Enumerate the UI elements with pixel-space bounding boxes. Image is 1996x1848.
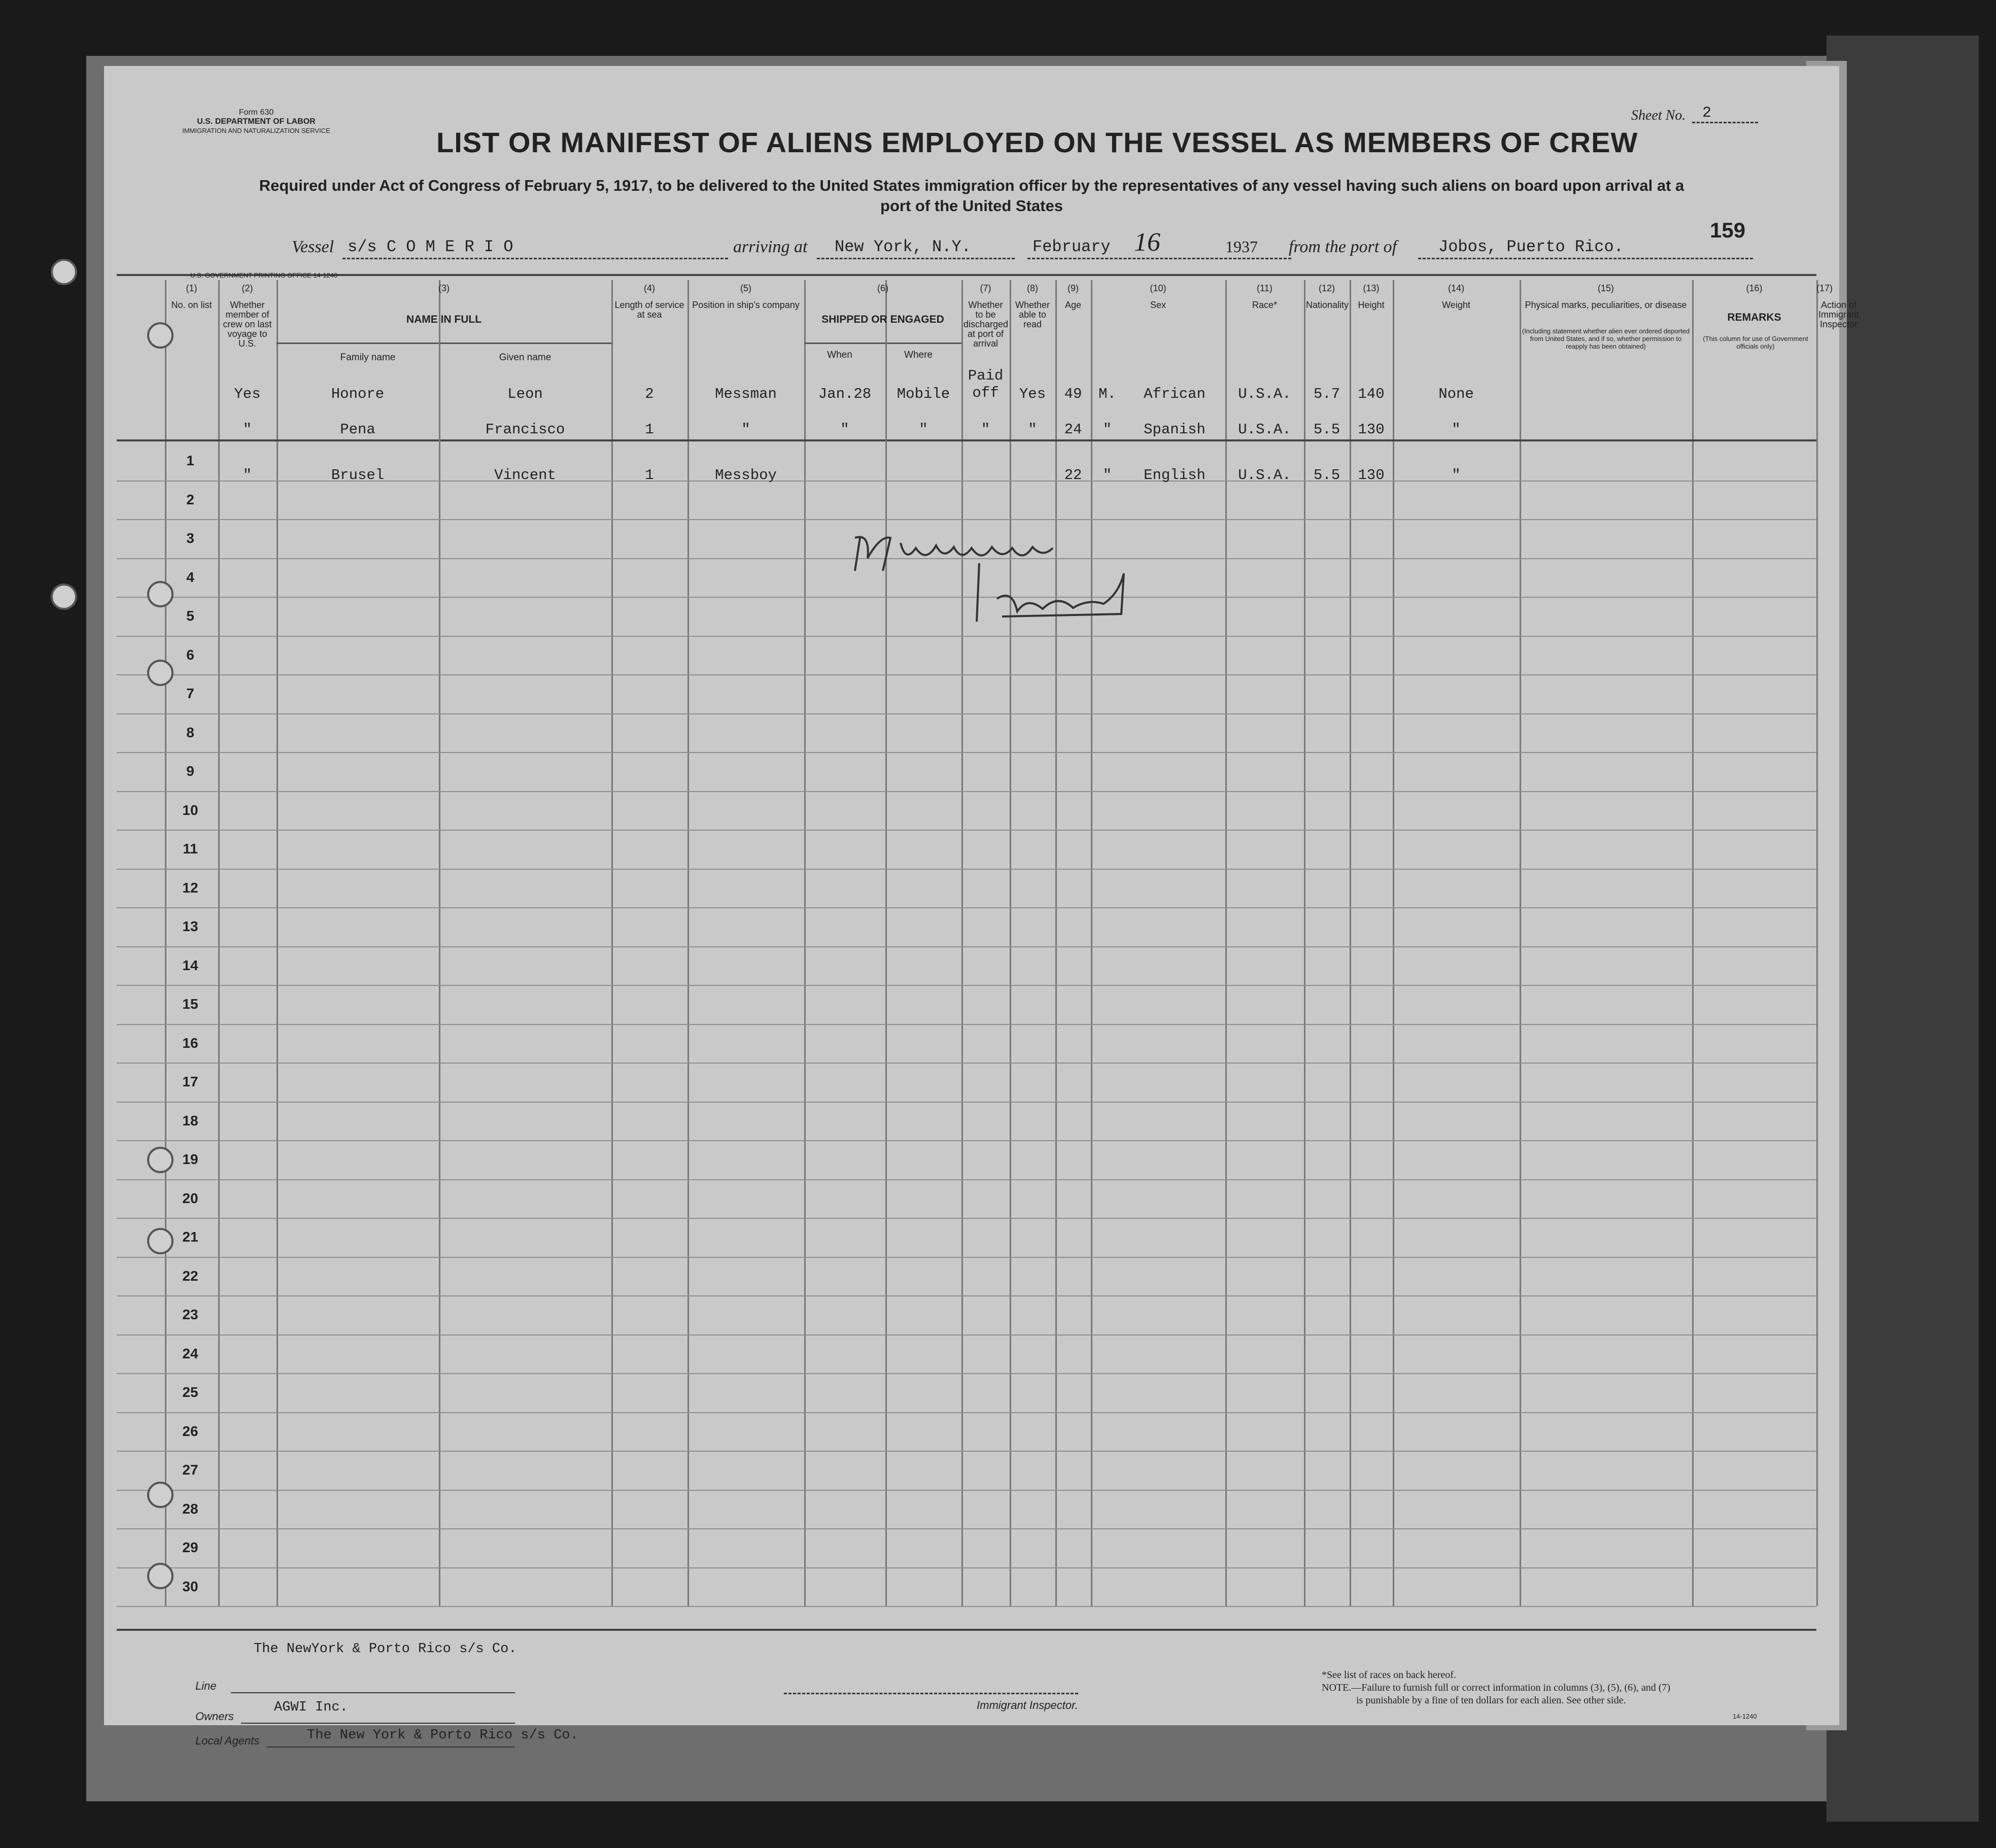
column-number: (17) bbox=[1816, 283, 1833, 293]
cell-family: Pena bbox=[340, 421, 375, 438]
subtitle-line-2: port of the United States bbox=[880, 197, 1063, 215]
row-number: 21 bbox=[182, 1229, 198, 1245]
arriving-port: New York, N.Y. bbox=[835, 237, 971, 256]
row-rule bbox=[117, 985, 1816, 986]
row-rule bbox=[117, 1528, 1816, 1529]
column-number: (11) bbox=[1257, 283, 1272, 293]
column-header: Whether member of crew on last voyage to U.S. bbox=[223, 300, 272, 349]
row-rule bbox=[117, 1024, 1816, 1025]
cell-age: 49 bbox=[1064, 386, 1082, 402]
row-number: 18 bbox=[182, 1112, 198, 1128]
binder-hole bbox=[147, 581, 174, 607]
row-rule bbox=[117, 830, 1816, 831]
cell-discharged: Paid off bbox=[968, 367, 1004, 401]
cell-nationality: U.S.A. bbox=[1238, 421, 1291, 438]
remarks-subnote: (Including statement whether alien ever ordered deported from United States, and if so, whether permission to reapply has been obtained) bbox=[1522, 327, 1690, 350]
row-rule bbox=[117, 1257, 1816, 1258]
cell-marks: " bbox=[1452, 467, 1461, 484]
header-bottom-rule bbox=[117, 439, 1816, 441]
cell-weight: 130 bbox=[1358, 421, 1385, 438]
cell-given: Francisco bbox=[485, 421, 565, 438]
date-underline bbox=[1027, 258, 1291, 259]
row-rule bbox=[117, 1218, 1816, 1219]
row-rule bbox=[117, 946, 1816, 947]
column-number: (4) bbox=[644, 283, 655, 293]
cell-where: Mobile bbox=[897, 386, 950, 402]
from-label: from the port of bbox=[1289, 237, 1397, 256]
column-number: (6) bbox=[877, 283, 888, 293]
column-rule bbox=[885, 280, 887, 1606]
cell-service: 2 bbox=[645, 386, 654, 402]
arrival-year: 1937 bbox=[1225, 237, 1258, 256]
shipped-split-rule bbox=[804, 343, 961, 344]
column-number: (8) bbox=[1027, 283, 1038, 293]
cell-height: 5.5 bbox=[1313, 421, 1340, 438]
binder-hole bbox=[147, 1228, 174, 1254]
cell-when: " bbox=[840, 421, 849, 438]
column-number: (7) bbox=[980, 283, 991, 293]
row-number: 25 bbox=[182, 1384, 198, 1400]
row-number: 24 bbox=[182, 1345, 198, 1361]
column-rule bbox=[1692, 280, 1694, 1606]
inspector-subnote: (This column for use of Government officials only) bbox=[1703, 335, 1808, 350]
cell-given: Vincent bbox=[494, 467, 556, 484]
row-number: 26 bbox=[182, 1423, 198, 1439]
cell-given: Leon bbox=[507, 386, 543, 402]
row-number: 8 bbox=[186, 724, 194, 740]
row-rule bbox=[117, 713, 1816, 714]
row-number: 7 bbox=[186, 686, 194, 701]
row-rule bbox=[117, 519, 1816, 520]
column-header: Age bbox=[1064, 300, 1082, 310]
line-label: Line bbox=[195, 1680, 217, 1692]
column-number: (10) bbox=[1150, 283, 1166, 293]
row-rule bbox=[117, 791, 1816, 792]
cell-age: 24 bbox=[1064, 421, 1082, 438]
when-header: When bbox=[827, 350, 852, 360]
row-number: 16 bbox=[182, 1035, 198, 1051]
row-number: 4 bbox=[186, 569, 194, 585]
owners-label: Owners bbox=[195, 1710, 234, 1723]
cell-service: 1 bbox=[645, 467, 654, 484]
column-header: Sex bbox=[1150, 300, 1166, 310]
column-number: (9) bbox=[1068, 283, 1079, 293]
row-rule bbox=[117, 1373, 1816, 1374]
column-number: (5) bbox=[740, 283, 751, 293]
cell-weight: 130 bbox=[1358, 467, 1385, 484]
sheet-number: 2 bbox=[1702, 105, 1712, 122]
row-number: 30 bbox=[182, 1578, 198, 1594]
column-header: REMARKS bbox=[1727, 312, 1781, 323]
vessel-underline bbox=[342, 258, 728, 259]
row-rule bbox=[117, 752, 1816, 753]
cell-family: Honore bbox=[331, 386, 385, 402]
binder-hole bbox=[51, 584, 77, 610]
column-header: Whether to be discharged at port of arrival bbox=[963, 300, 1009, 349]
agents-value: The New York & Porto Rico s/s Co. bbox=[307, 1728, 578, 1743]
sheet-label: Sheet No. bbox=[1631, 108, 1686, 123]
from-port: Jobos, Puerto Rico. bbox=[1438, 237, 1624, 256]
cell-member: Yes bbox=[234, 386, 261, 402]
column-header: Weight bbox=[1442, 300, 1470, 310]
agents-label: Local Agents bbox=[195, 1734, 260, 1747]
cell-member: " bbox=[243, 467, 252, 484]
cell-race: English bbox=[1144, 467, 1206, 484]
name-split-rule bbox=[277, 343, 611, 344]
where-header: Where bbox=[904, 350, 933, 360]
line-value: The NewYork & Porto Rico s/s Co. bbox=[254, 1641, 517, 1657]
column-header: Action of Immigrant Inspector bbox=[1818, 300, 1860, 329]
arrival-month: February bbox=[1033, 237, 1111, 256]
column-header: Whether able to read bbox=[1015, 300, 1050, 329]
cell-read: " bbox=[1028, 421, 1037, 438]
binder-hole bbox=[147, 660, 174, 686]
binder-hole bbox=[51, 259, 77, 285]
column-number: (2) bbox=[242, 283, 253, 293]
column-header: Race* bbox=[1252, 300, 1278, 310]
column-header: Nationality bbox=[1306, 300, 1349, 310]
row-rule bbox=[117, 1490, 1816, 1491]
column-header: NAME IN FULL bbox=[406, 314, 482, 325]
cell-age: 22 bbox=[1064, 467, 1082, 484]
column-header: No. on list bbox=[171, 300, 212, 310]
cell-nationality: U.S.A. bbox=[1238, 386, 1291, 402]
row-number: 13 bbox=[182, 918, 198, 934]
row-number: 3 bbox=[186, 530, 194, 546]
row-number: 23 bbox=[182, 1307, 198, 1322]
cell-family: Brusel bbox=[331, 467, 385, 484]
column-header: Position in ship's company bbox=[692, 300, 800, 310]
row-number: 5 bbox=[186, 608, 194, 624]
arriving-underline bbox=[817, 258, 1015, 259]
column-rule bbox=[1816, 280, 1818, 1606]
binder-hole bbox=[147, 322, 174, 349]
vessel-label: Vessel bbox=[292, 237, 334, 256]
sheet-underline bbox=[1692, 122, 1758, 123]
row-number: 9 bbox=[186, 763, 194, 779]
table-top-rule bbox=[117, 274, 1816, 276]
column-number: (15) bbox=[1597, 283, 1614, 293]
row-rule bbox=[117, 869, 1816, 870]
cell-service: 1 bbox=[645, 421, 654, 438]
binder-hole bbox=[147, 1563, 174, 1589]
arrival-day: 16 bbox=[1134, 228, 1160, 257]
row-number: 6 bbox=[186, 646, 194, 663]
row-number: 20 bbox=[182, 1190, 198, 1206]
cell-sex: " bbox=[1103, 421, 1112, 438]
vessel-name: s/s C O M E R I O bbox=[348, 237, 513, 256]
row-rule bbox=[117, 674, 1816, 675]
owners-underline bbox=[241, 1723, 515, 1724]
column-header: Physical marks, peculiarities, or disease bbox=[1525, 300, 1687, 310]
cell-weight: 140 bbox=[1358, 386, 1385, 402]
row-rule bbox=[117, 907, 1816, 908]
form-code: 14-1240 bbox=[1733, 1713, 1757, 1720]
inspector-signature bbox=[850, 523, 1134, 665]
cell-read: Yes bbox=[1019, 386, 1046, 402]
column-rule bbox=[961, 280, 963, 1606]
row-number: 1 bbox=[186, 453, 194, 468]
column-number: (13) bbox=[1363, 283, 1380, 293]
column-number: (12) bbox=[1318, 283, 1335, 293]
column-number: (14) bbox=[1448, 283, 1464, 293]
page-stamp-number: 159 bbox=[1710, 218, 1746, 242]
cell-position: " bbox=[741, 421, 750, 438]
department: U.S. DEPARTMENT OF LABOR bbox=[197, 117, 316, 126]
line-underline bbox=[231, 1692, 515, 1693]
row-number: 19 bbox=[182, 1151, 198, 1167]
binder-hole bbox=[147, 1482, 174, 1508]
row-number: 2 bbox=[186, 491, 194, 507]
row-number: 28 bbox=[182, 1500, 198, 1517]
cell-race: Spanish bbox=[1144, 421, 1206, 438]
family-name-header: Family name bbox=[340, 352, 396, 363]
row-number: 17 bbox=[182, 1074, 198, 1089]
row-number: 15 bbox=[182, 996, 198, 1012]
row-rule bbox=[117, 1179, 1816, 1180]
row-rule bbox=[117, 1063, 1816, 1064]
cell-race: African bbox=[1144, 386, 1206, 402]
column-header: Length of service at sea bbox=[614, 300, 684, 320]
cell-sex: " bbox=[1103, 467, 1112, 484]
cell-where: " bbox=[919, 421, 928, 438]
agents-underline bbox=[266, 1747, 515, 1748]
column-number: (16) bbox=[1746, 283, 1763, 293]
row-rule bbox=[117, 1102, 1816, 1103]
cell-sex: M. bbox=[1098, 386, 1116, 402]
from-underline bbox=[1418, 258, 1753, 259]
column-number: (1) bbox=[186, 283, 197, 293]
cell-discharged: " bbox=[981, 421, 990, 438]
binder-hole bbox=[147, 1147, 174, 1173]
row-rule bbox=[117, 1140, 1816, 1141]
form-number: Form 630 bbox=[238, 108, 274, 117]
owners-value: AGWI Inc. bbox=[274, 1700, 348, 1715]
row-number: 27 bbox=[182, 1462, 198, 1478]
column-rule bbox=[1010, 280, 1011, 1606]
cell-position: Messboy bbox=[715, 467, 777, 484]
given-name-header: Given name bbox=[499, 352, 552, 363]
row-rule bbox=[117, 1567, 1816, 1568]
cell-height: 5.5 bbox=[1313, 467, 1340, 484]
row-number: 14 bbox=[182, 957, 198, 973]
column-number: (3) bbox=[438, 283, 450, 293]
cell-when: Jan.28 bbox=[818, 386, 872, 402]
penalty-note-2: is punishable by a fine of ten dollars for each alien. See other side. bbox=[1356, 1695, 1626, 1706]
row-rule bbox=[117, 1606, 1816, 1607]
subtitle-line-1: Required under Act of Congress of February 5, 1917, to be delivered to the United States immigration officer by the representatives of any vessel having such aliens on board upon arrival at a bbox=[259, 177, 1684, 194]
cell-position: Messman bbox=[715, 386, 777, 402]
column-header: Height bbox=[1358, 300, 1385, 310]
printer-note: U.S. GOVERNMENT PRINTING OFFICE 14-1240 bbox=[190, 271, 338, 279]
column-rule bbox=[1520, 280, 1521, 1606]
row-rule bbox=[117, 1295, 1816, 1296]
column-header: SHIPPED OR ENGAGED bbox=[821, 314, 944, 325]
row-number: 29 bbox=[182, 1539, 198, 1555]
manifest-page bbox=[104, 66, 1860, 1747]
races-note: *See list of races on back hereof. bbox=[1322, 1669, 1456, 1681]
cell-marks: None bbox=[1438, 386, 1474, 402]
row-rule bbox=[117, 1451, 1816, 1452]
column-rule bbox=[165, 280, 166, 1606]
page-title: LIST OR MANIFEST OF ALIENS EMPLOYED ON THE VESSEL AS MEMBERS OF CREW bbox=[436, 126, 1638, 158]
inspector-signature-line bbox=[784, 1693, 1078, 1694]
inspector-label: Immigrant Inspector. bbox=[977, 1699, 1078, 1712]
cell-member: " bbox=[243, 421, 252, 438]
row-number: 11 bbox=[183, 841, 198, 857]
row-number: 22 bbox=[182, 1268, 198, 1284]
service-name: IMMIGRATION AND NATURALIZATION SERVICE bbox=[182, 127, 330, 134]
cell-nationality: U.S.A. bbox=[1238, 467, 1291, 484]
row-rule bbox=[117, 1412, 1816, 1413]
arriving-label: arriving at bbox=[733, 237, 808, 256]
column-rule bbox=[804, 280, 806, 1606]
footer-rule bbox=[117, 1629, 1816, 1631]
row-number: 10 bbox=[182, 802, 198, 818]
row-number: 12 bbox=[182, 879, 198, 896]
cell-height: 5.7 bbox=[1313, 386, 1340, 402]
penalty-note-1: NOTE.—Failure to furnish full or correct information in columns (3), (5), (6), and (7) bbox=[1322, 1682, 1671, 1693]
cell-marks: " bbox=[1452, 421, 1461, 438]
row-rule bbox=[117, 1334, 1816, 1336]
